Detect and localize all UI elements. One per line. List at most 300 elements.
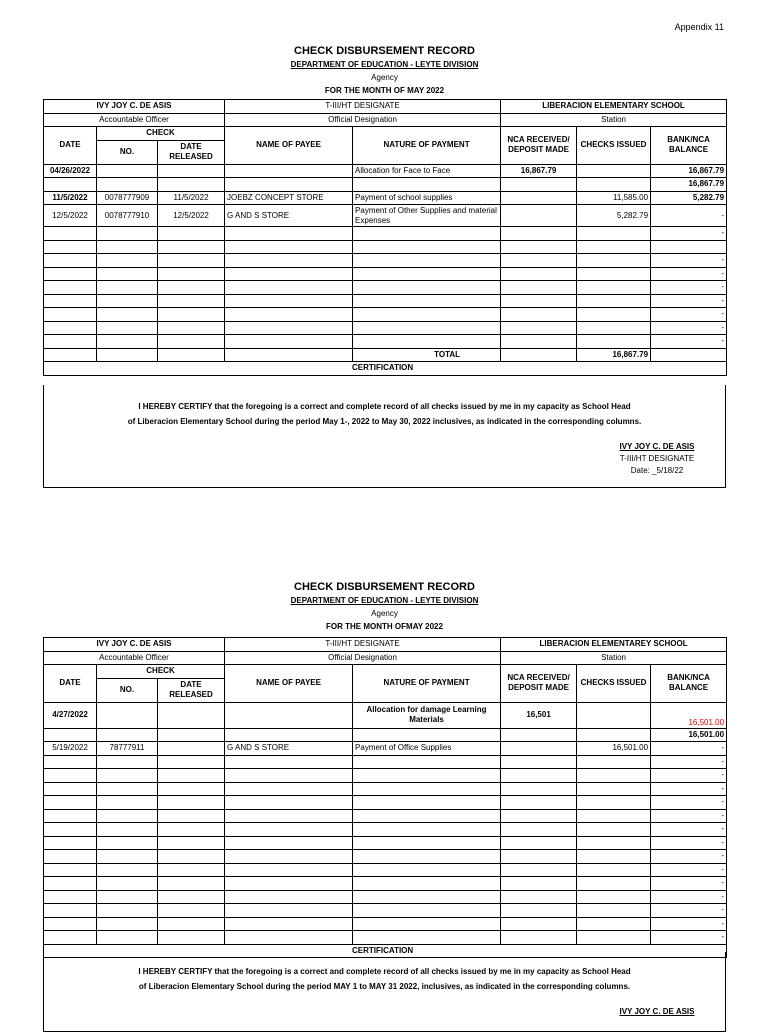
row-checks xyxy=(577,755,651,769)
col-balance: BANK/NCA BALANCE xyxy=(651,665,727,703)
row-nature xyxy=(353,917,501,931)
row-nature xyxy=(353,877,501,891)
row-nca xyxy=(501,863,577,877)
row-checks xyxy=(577,809,651,823)
row-date: 12/5/2022 xyxy=(44,205,97,227)
row-check-no xyxy=(97,728,158,742)
row-nature xyxy=(353,321,501,335)
row-check-no xyxy=(97,254,158,268)
record1-title: CHECK DISBURSEMENT RECORD xyxy=(294,45,475,57)
row-date-released xyxy=(158,877,225,891)
row-check-no xyxy=(97,308,158,322)
row-balance: 5,282.79 xyxy=(651,191,727,205)
row-nature xyxy=(353,308,501,322)
row-date-released xyxy=(158,850,225,864)
row-date xyxy=(44,863,97,877)
row-nature xyxy=(353,755,501,769)
row-date-released xyxy=(158,836,225,850)
row-balance: - xyxy=(651,836,727,850)
row-date xyxy=(44,796,97,810)
row-payee xyxy=(225,917,353,931)
row-nature xyxy=(353,809,501,823)
cert-line-2: of Liberacion Elementary School during the period MAY 1 to MAY 31 2022, inclusives, as indicated in the corresponding columns. xyxy=(138,982,631,991)
row-date xyxy=(44,267,97,281)
row-nature xyxy=(353,931,501,945)
row-checks xyxy=(577,254,651,268)
row-nca xyxy=(501,294,577,308)
table-row xyxy=(44,850,727,864)
row-check-no xyxy=(97,890,158,904)
table-row xyxy=(44,890,727,904)
row-balance: - xyxy=(651,850,727,864)
row-nca xyxy=(501,191,577,205)
row-checks xyxy=(577,267,651,281)
row-payee xyxy=(225,227,353,241)
row-payee xyxy=(225,823,353,837)
col-balance: BANK/NCA BALANCE xyxy=(651,127,727,165)
record2-table xyxy=(43,637,727,958)
row-date: 04/26/2022 xyxy=(44,164,97,178)
row-date-released xyxy=(158,809,225,823)
row-nature: Allocation for damage Learning Materials xyxy=(353,702,501,728)
row-nature xyxy=(353,769,501,783)
row-nca xyxy=(501,240,577,254)
row-checks xyxy=(577,769,651,783)
row-date xyxy=(44,227,97,241)
row-balance: 16,867.79 xyxy=(651,164,727,178)
row-date-released xyxy=(158,335,225,349)
table-row xyxy=(44,809,727,823)
row-nature xyxy=(353,728,501,742)
table-row xyxy=(44,294,727,308)
row-balance: 16,501.00 xyxy=(651,728,727,742)
row-checks xyxy=(577,890,651,904)
row-date-released xyxy=(158,267,225,281)
row-nca xyxy=(501,931,577,945)
row-check-no: 0078777909 xyxy=(97,191,158,205)
col-check-no: NO. xyxy=(97,140,158,164)
row-payee xyxy=(225,836,353,850)
row-check-no xyxy=(97,904,158,918)
row-payee xyxy=(225,294,353,308)
row-date-released xyxy=(158,796,225,810)
row-nca xyxy=(501,267,577,281)
record1-signature xyxy=(587,441,727,477)
table-row xyxy=(44,240,727,254)
table-row xyxy=(44,702,727,728)
certification-label: CERTIFICATION xyxy=(44,362,727,376)
row-check-no xyxy=(97,164,158,178)
row-date-released xyxy=(158,769,225,783)
row-nature xyxy=(353,240,501,254)
col-nca: NCA RECEIVED/ DEPOSIT MADE xyxy=(501,127,577,165)
officer-name: IVY JOY C. DE ASIS xyxy=(44,638,225,652)
row-date-released xyxy=(158,281,225,295)
col-check-no: NO. xyxy=(97,678,158,702)
row-check-no xyxy=(97,796,158,810)
record2-department: DEPARTMENT OF EDUCATION - LEYTE DIVISION xyxy=(290,596,479,605)
row-date xyxy=(44,850,97,864)
table-row xyxy=(44,769,727,783)
row-nature xyxy=(353,823,501,837)
row-nca xyxy=(501,728,577,742)
row-check-no xyxy=(97,240,158,254)
record1-month: FOR THE MONTH OF MAY 2022 xyxy=(324,86,445,95)
row-balance: - xyxy=(651,227,727,241)
row-checks xyxy=(577,240,651,254)
row-checks xyxy=(577,335,651,349)
col-date-released: DATE RELEASED xyxy=(158,678,225,702)
table-row xyxy=(44,191,727,205)
officer-label: Accountable Officer xyxy=(44,113,225,127)
row-nca xyxy=(501,809,577,823)
row-nca xyxy=(501,755,577,769)
row-balance: - xyxy=(651,205,727,227)
row-nca: 16,867.79 xyxy=(501,164,577,178)
row-payee xyxy=(225,809,353,823)
row-checks: 11,585.00 xyxy=(577,191,651,205)
row-date xyxy=(44,809,97,823)
row-nca xyxy=(501,850,577,864)
appendix-label: Appendix 11 xyxy=(674,22,724,32)
row-nca xyxy=(501,205,577,227)
col-nature: NATURE OF PAYMENT xyxy=(353,127,501,165)
row-date-released xyxy=(158,321,225,335)
row-nature: Payment of Other Supplies and material Expenses xyxy=(353,205,501,227)
row-check-no xyxy=(97,931,158,945)
row-payee xyxy=(225,890,353,904)
row-check-no xyxy=(97,850,158,864)
row-check-no xyxy=(97,178,158,192)
row-checks xyxy=(577,931,651,945)
row-payee xyxy=(225,877,353,891)
row-balance xyxy=(651,240,727,254)
table-row xyxy=(44,796,727,810)
row-nca xyxy=(501,227,577,241)
row-nature xyxy=(353,254,501,268)
row-date xyxy=(44,728,97,742)
table-row xyxy=(44,164,727,178)
table-row xyxy=(44,836,727,850)
row-nca xyxy=(501,335,577,349)
row-payee xyxy=(225,755,353,769)
col-date: DATE xyxy=(44,127,97,165)
record1-agency-label: Agency xyxy=(371,73,398,82)
row-date-released: 12/5/2022 xyxy=(158,205,225,227)
col-check: CHECK xyxy=(97,665,225,679)
station-name: LIBERACION ELEMENTARY SCHOOL xyxy=(501,100,727,114)
table-row xyxy=(44,281,727,295)
row-nature xyxy=(353,863,501,877)
row-check-no xyxy=(97,755,158,769)
row-payee xyxy=(225,796,353,810)
row-date xyxy=(44,769,97,783)
row-check-no xyxy=(97,294,158,308)
row-nca xyxy=(501,877,577,891)
row-nature xyxy=(353,294,501,308)
row-date xyxy=(44,240,97,254)
row-date-released xyxy=(158,823,225,837)
row-balance: - xyxy=(651,782,727,796)
row-nature xyxy=(353,178,501,192)
row-check-no xyxy=(97,836,158,850)
row-date xyxy=(44,782,97,796)
row-nature xyxy=(353,904,501,918)
row-balance: - xyxy=(651,755,727,769)
row-checks xyxy=(577,164,651,178)
row-checks xyxy=(577,308,651,322)
signatory-title: T-III/HT DESIGNATE xyxy=(619,454,695,463)
row-payee xyxy=(225,240,353,254)
row-nca xyxy=(501,796,577,810)
row-date xyxy=(44,877,97,891)
row-nca: 16,501 xyxy=(501,702,577,728)
row-payee: G AND S STORE xyxy=(225,205,353,227)
row-date-released xyxy=(158,308,225,322)
row-nature xyxy=(353,227,501,241)
row-date xyxy=(44,755,97,769)
row-date xyxy=(44,904,97,918)
row-balance: - xyxy=(651,796,727,810)
row-date xyxy=(44,254,97,268)
row-balance: 16,501.00 xyxy=(651,702,727,728)
row-checks xyxy=(577,294,651,308)
row-check-no: 78777911 xyxy=(97,742,158,756)
record1-certification xyxy=(43,385,726,488)
row-nature: Payment of school supplies xyxy=(353,191,501,205)
row-balance: - xyxy=(651,769,727,783)
row-checks xyxy=(577,782,651,796)
row-date xyxy=(44,931,97,945)
row-balance: - xyxy=(651,823,727,837)
row-check-no xyxy=(97,782,158,796)
record2-signature xyxy=(587,1006,727,1018)
table-row xyxy=(44,321,727,335)
row-balance: - xyxy=(651,267,727,281)
officer-label: Accountable Officer xyxy=(44,651,225,665)
record2-certification xyxy=(43,952,726,1032)
row-balance: - xyxy=(651,335,727,349)
station-name: LIBERACION ELEMENTAREY SCHOOL xyxy=(501,638,727,652)
row-checks: 16,501.00 xyxy=(577,742,651,756)
row-balance: - xyxy=(651,863,727,877)
signature-date: Date: _5/18/22 xyxy=(630,466,684,475)
row-payee xyxy=(225,335,353,349)
row-payee xyxy=(225,728,353,742)
cert-line-1: I HEREBY CERTIFY that the foregoing is a correct and complete record of all checks issued by me in my capacity as School Head xyxy=(138,967,631,976)
row-date: 4/27/2022 xyxy=(44,702,97,728)
table-row xyxy=(44,782,727,796)
row-checks xyxy=(577,178,651,192)
row-payee xyxy=(225,164,353,178)
row-checks xyxy=(577,728,651,742)
row-payee: JOEBZ CONCEPT STORE xyxy=(225,191,353,205)
row-balance: - xyxy=(651,281,727,295)
record2-title: CHECK DISBURSEMENT RECORD xyxy=(294,581,475,593)
row-nca xyxy=(501,769,577,783)
row-check-no xyxy=(97,281,158,295)
row-checks xyxy=(577,904,651,918)
row-balance: - xyxy=(651,890,727,904)
row-check-no xyxy=(97,267,158,281)
table-row xyxy=(44,178,727,192)
row-nature xyxy=(353,782,501,796)
row-date xyxy=(44,294,97,308)
record1-table xyxy=(43,99,727,376)
row-nca xyxy=(501,321,577,335)
row-payee xyxy=(225,904,353,918)
row-balance: 16,867.79 xyxy=(651,178,727,192)
station-label: Station xyxy=(501,113,727,127)
record1-header xyxy=(43,44,726,97)
table-row xyxy=(44,227,727,241)
row-nca xyxy=(501,823,577,837)
col-date-released: DATE RELEASED xyxy=(158,140,225,164)
row-date-released xyxy=(158,164,225,178)
row-balance: - xyxy=(651,917,727,931)
row-checks xyxy=(577,877,651,891)
row-balance: - xyxy=(651,931,727,945)
row-nca xyxy=(501,904,577,918)
row-checks xyxy=(577,850,651,864)
row-payee xyxy=(225,931,353,945)
row-date xyxy=(44,335,97,349)
row-date-released xyxy=(158,917,225,931)
row-nca xyxy=(501,917,577,931)
row-checks: 5,282.79 xyxy=(577,205,651,227)
col-date: DATE xyxy=(44,665,97,703)
row-payee xyxy=(225,321,353,335)
row-date-released xyxy=(158,755,225,769)
row-nature xyxy=(353,836,501,850)
row-nca xyxy=(501,836,577,850)
col-nature: NATURE OF PAYMENT xyxy=(353,665,501,703)
row-date xyxy=(44,890,97,904)
cert-line-2: of Liberacion Elementary School during the period May 1-, 2022 to May 30, 2022 inclusives, as indicated in the corresponding columns. xyxy=(127,417,642,426)
row-date-released xyxy=(158,178,225,192)
row-nature xyxy=(353,890,501,904)
row-balance: - xyxy=(651,809,727,823)
table-row xyxy=(44,742,727,756)
row-nca xyxy=(501,281,577,295)
table-row xyxy=(44,267,727,281)
record2-month: FOR THE MONTH OFMAY 2022 xyxy=(326,622,443,631)
designation: T-III/HT DESIGNATE xyxy=(225,100,501,114)
designation: T-III/HT DESIGNATE xyxy=(225,638,501,652)
row-payee: G AND S STORE xyxy=(225,742,353,756)
table-row xyxy=(44,254,727,268)
col-payee: NAME OF PAYEE xyxy=(225,665,353,703)
row-date-released xyxy=(158,904,225,918)
col-checks: CHECKS ISSUED xyxy=(577,665,651,703)
certification-label: CERTIFICATION xyxy=(44,944,727,958)
row-date xyxy=(44,321,97,335)
row-nature xyxy=(353,796,501,810)
row-balance: - xyxy=(651,308,727,322)
table-row xyxy=(44,755,727,769)
row-date-released xyxy=(158,240,225,254)
col-check: CHECK xyxy=(97,127,225,141)
col-payee: NAME OF PAYEE xyxy=(225,127,353,165)
row-date-released xyxy=(158,742,225,756)
record2-agency-label: Agency xyxy=(371,609,398,618)
row-checks xyxy=(577,863,651,877)
record2-header xyxy=(43,580,726,633)
row-check-no xyxy=(97,863,158,877)
row-date: 5/19/2022 xyxy=(44,742,97,756)
row-date-released xyxy=(158,782,225,796)
row-payee xyxy=(225,782,353,796)
row-nca xyxy=(501,254,577,268)
row-checks xyxy=(577,796,651,810)
row-nca xyxy=(501,308,577,322)
row-checks xyxy=(577,227,651,241)
row-check-no xyxy=(97,877,158,891)
designation-label: Official Designation xyxy=(225,113,501,127)
row-check-no xyxy=(97,917,158,931)
table-row xyxy=(44,205,727,227)
row-check-no xyxy=(97,335,158,349)
row-check-no xyxy=(97,809,158,823)
row-date xyxy=(44,917,97,931)
row-balance: - xyxy=(651,294,727,308)
row-nature xyxy=(353,267,501,281)
row-nature xyxy=(353,335,501,349)
officer-name: IVY JOY C. DE ASIS xyxy=(44,100,225,114)
row-payee xyxy=(225,850,353,864)
row-payee xyxy=(225,308,353,322)
col-checks: CHECKS ISSUED xyxy=(577,127,651,165)
row-checks xyxy=(577,836,651,850)
row-payee xyxy=(225,769,353,783)
row-checks xyxy=(577,281,651,295)
designation-label: Official Designation xyxy=(225,651,501,665)
row-date xyxy=(44,823,97,837)
cert-line-1: I HEREBY CERTIFY that the foregoing is a correct and complete record of all checks issued by me in my capacity as School Head xyxy=(138,402,631,411)
table-row xyxy=(44,931,727,945)
row-payee xyxy=(225,281,353,295)
station-label: Station xyxy=(501,651,727,665)
row-nature xyxy=(353,281,501,295)
record1-department: DEPARTMENT OF EDUCATION - LEYTE DIVISION xyxy=(290,60,479,69)
row-date-released xyxy=(158,728,225,742)
row-nature: Allocation for Face to Face xyxy=(353,164,501,178)
table-row xyxy=(44,917,727,931)
total-checks: 16,867.79 xyxy=(577,348,651,362)
table-row xyxy=(44,335,727,349)
row-check-no: 0078777910 xyxy=(97,205,158,227)
table-row xyxy=(44,728,727,742)
row-nca xyxy=(501,742,577,756)
row-checks xyxy=(577,321,651,335)
signatory-name: IVY JOY C. DE ASIS xyxy=(619,442,695,451)
total-label: TOTAL xyxy=(353,348,501,362)
row-date xyxy=(44,308,97,322)
row-date-released xyxy=(158,931,225,945)
row-check-no xyxy=(97,321,158,335)
row-date-released xyxy=(158,863,225,877)
row-date-released xyxy=(158,294,225,308)
row-nature: Payment of Office Supplies xyxy=(353,742,501,756)
row-nca xyxy=(501,890,577,904)
row-date-released xyxy=(158,254,225,268)
row-date-released xyxy=(158,890,225,904)
row-check-no xyxy=(97,769,158,783)
table-row xyxy=(44,877,727,891)
row-date-released: 11/5/2022 xyxy=(158,191,225,205)
row-balance: - xyxy=(651,321,727,335)
row-checks xyxy=(577,823,651,837)
